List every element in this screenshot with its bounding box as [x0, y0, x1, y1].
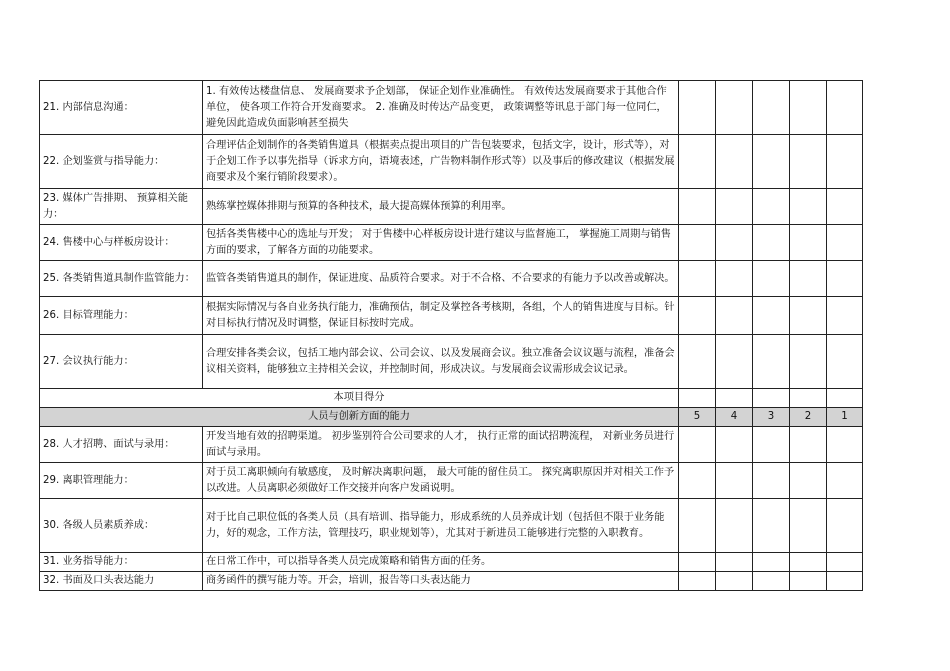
item-description: 包括各类售楼中心的选址与开发； 对于售楼中心样板房设计进行建议与监督施工， 掌握施工周期与销售方面的要求，了解各方面的功能要求。 [203, 225, 679, 261]
score-cell-1[interactable] [827, 553, 863, 572]
score-cell-1[interactable] [827, 427, 863, 463]
score-cell-4[interactable] [716, 135, 753, 189]
score-cell-4[interactable] [716, 81, 753, 135]
score-cell-2[interactable] [790, 463, 827, 499]
score-cell-4[interactable] [716, 463, 753, 499]
item-name: 31. 业务指导能力： [40, 553, 203, 572]
score-cell-2[interactable] [790, 81, 827, 135]
score-cell-5[interactable] [679, 499, 716, 553]
item-name: 26. 目标管理能力： [40, 297, 203, 335]
score-cell-1[interactable] [827, 135, 863, 189]
score-cell-2[interactable] [790, 189, 827, 225]
score-cell-3[interactable] [753, 553, 790, 572]
evaluation-table [39, 80, 863, 591]
score-cell-2[interactable] [790, 553, 827, 572]
score-cell-4[interactable] [716, 427, 753, 463]
score-cell-2[interactable] [790, 572, 827, 591]
section-title: 人员与创新方面的能力 [40, 408, 679, 427]
score-cell-3[interactable] [753, 389, 790, 408]
score-cell-4[interactable] [716, 553, 753, 572]
score-cell-3[interactable] [753, 225, 790, 261]
score-cell-5[interactable] [679, 427, 716, 463]
score-cell-3[interactable] [753, 335, 790, 389]
score-cell-2[interactable] [790, 499, 827, 553]
score-cell-3[interactable] [753, 261, 790, 297]
item-name: 21. 内部信息沟通： [40, 81, 203, 135]
score-cell-3[interactable] [753, 81, 790, 135]
item-description: 对于比自己职位低的各类人员（具有培训、指导能力，形成系统的人员养成计划（包括但不限于业务能力，好的观念，工作方法，管理技巧，职业规划等），尤其对于新进员工能够进行完整的入职教育。 [203, 499, 679, 553]
score-cell-5[interactable] [679, 297, 716, 335]
item-name: 32. 书面及口头表达能力 [40, 572, 203, 591]
score-cell-1[interactable] [827, 225, 863, 261]
item-description: 对于员工离职倾向有敏感度， 及时解决离职问题， 最大可能的留住员工。 探究离职原因并对相关工作予以改进。人员离职必须做好工作交接并向客户发函说明。 [203, 463, 679, 499]
score-cell-1[interactable] [827, 463, 863, 499]
table-row [40, 225, 863, 261]
score-cell-5[interactable] [679, 81, 716, 135]
table-row [40, 553, 863, 572]
item-description: 合理评估企划制作的各类销售道具（根据卖点提出项目的广告包装要求，包括文字，设计，形式等），对于企划工作予以事先指导（诉求方向，语境表述，广告物料制作形式等）以及事后的修改建议（根据发展商要求及个案行销阶段要求）。 [203, 135, 679, 189]
table-row [40, 463, 863, 499]
project-score-label: 本项目得分 [40, 389, 679, 408]
score-cell-4[interactable] [716, 189, 753, 225]
score-cell-5[interactable] [679, 135, 716, 189]
score-header-5: 5 [679, 408, 716, 427]
table-row [40, 335, 863, 389]
section-header-row [40, 408, 863, 427]
item-name: 22. 企划鉴赏与指导能力： [40, 135, 203, 189]
score-cell-2[interactable] [790, 225, 827, 261]
item-description: 在日常工作中，可以指导各类人员完成策略和销售方面的任务。 [203, 553, 679, 572]
score-cell-1[interactable] [827, 499, 863, 553]
score-cell-3[interactable] [753, 135, 790, 189]
table-row [40, 135, 863, 189]
score-cell-2[interactable] [790, 389, 827, 408]
item-name: 30. 各级人员素质养成： [40, 499, 203, 553]
score-header-2: 2 [790, 408, 827, 427]
item-name: 28. 人才招聘、面试与录用： [40, 427, 203, 463]
item-name: 23. 媒体广告排期、 预算相关能力： [40, 189, 203, 225]
score-cell-5[interactable] [679, 189, 716, 225]
score-cell-5[interactable] [679, 572, 716, 591]
score-cell-5[interactable] [679, 463, 716, 499]
score-header-3: 3 [753, 408, 790, 427]
score-cell-3[interactable] [753, 499, 790, 553]
item-description: 根据实际情况与各自业务执行能力，准确预估，制定及掌控各考核期，各组，个人的销售进度与目标。针对目标执行情况及时调整，保证目标按时完成。 [203, 297, 679, 335]
score-cell-5[interactable] [679, 335, 716, 389]
table-row [40, 499, 863, 553]
item-name: 25. 各类销售道具制作监管能力： [40, 261, 203, 297]
item-name: 29. 离职管理能力： [40, 463, 203, 499]
score-cell-5[interactable] [679, 553, 716, 572]
score-cell-4[interactable] [716, 499, 753, 553]
table-row [40, 297, 863, 335]
table-row [40, 572, 863, 591]
table-row [40, 261, 863, 297]
score-cell-4[interactable] [716, 335, 753, 389]
table-row [40, 189, 863, 225]
item-name: 24. 售楼中心与样板房设计： [40, 225, 203, 261]
score-cell-3[interactable] [753, 297, 790, 335]
item-name: 27. 会议执行能力： [40, 335, 203, 389]
item-description: 开发当地有效的招聘渠道。 初步鉴别符合公司要求的人才， 执行正常的面试招聘流程， 对新业务员进行面试与录用。 [203, 427, 679, 463]
item-description: 监管各类销售道具的制作，保证进度、品质符合要求。对于不合格、不合要求的有能力予以改善或解决。 [203, 261, 679, 297]
score-cell-4[interactable] [716, 225, 753, 261]
score-cell-5[interactable] [679, 261, 716, 297]
score-cell-1[interactable] [827, 572, 863, 591]
score-cell-1[interactable] [827, 389, 863, 408]
score-header-1: 1 [827, 408, 863, 427]
score-cell-3[interactable] [753, 427, 790, 463]
score-cell-2[interactable] [790, 427, 827, 463]
score-cell-1[interactable] [827, 189, 863, 225]
score-cell-3[interactable] [753, 463, 790, 499]
score-cell-4[interactable] [716, 297, 753, 335]
score-cell-5[interactable] [679, 225, 716, 261]
score-cell-4[interactable] [716, 261, 753, 297]
score-cell-1[interactable] [827, 261, 863, 297]
score-cell-4[interactable] [716, 389, 753, 408]
table-row [40, 427, 863, 463]
score-cell-2[interactable] [790, 135, 827, 189]
item-description: 熟练掌控媒体排期与预算的各种技术，最大提高媒体预算的利用率。 [203, 189, 679, 225]
score-cell-1[interactable] [827, 81, 863, 135]
item-description: 1. 有效传达楼盘信息、 发展商要求予企划部， 保证企划作业准确性。 有效传达发展商要求于其他合作单位， 使各项工作符合开发商要求。 2. 准确及时传达产品变更， 政策调整等讯息于部门每一位同仁，避免因此造成负面影响甚至损失 [203, 81, 679, 135]
score-cell-4[interactable] [716, 572, 753, 591]
item-description: 商务函件的撰写能力等。开会，培训，报告等口头表达能力 [203, 572, 679, 591]
project-score-row [40, 389, 863, 408]
score-cell-2[interactable] [790, 335, 827, 389]
score-cell-3[interactable] [753, 189, 790, 225]
score-cell-1[interactable] [827, 297, 863, 335]
score-header-4: 4 [716, 408, 753, 427]
score-cell-2[interactable] [790, 297, 827, 335]
score-cell-1[interactable] [827, 335, 863, 389]
score-cell-5[interactable] [679, 389, 716, 408]
table-row [40, 81, 863, 135]
score-cell-2[interactable] [790, 261, 827, 297]
score-cell-3[interactable] [753, 572, 790, 591]
item-description: 合理安排各类会议，包括工地内部会议、公司会议、以及发展商会议。独立准备会议议题与流程，准备会议相关资料，能够独立主持相关会议，并控制时间，形成决议。与发展商会议需形成会议记录。 [203, 335, 679, 389]
